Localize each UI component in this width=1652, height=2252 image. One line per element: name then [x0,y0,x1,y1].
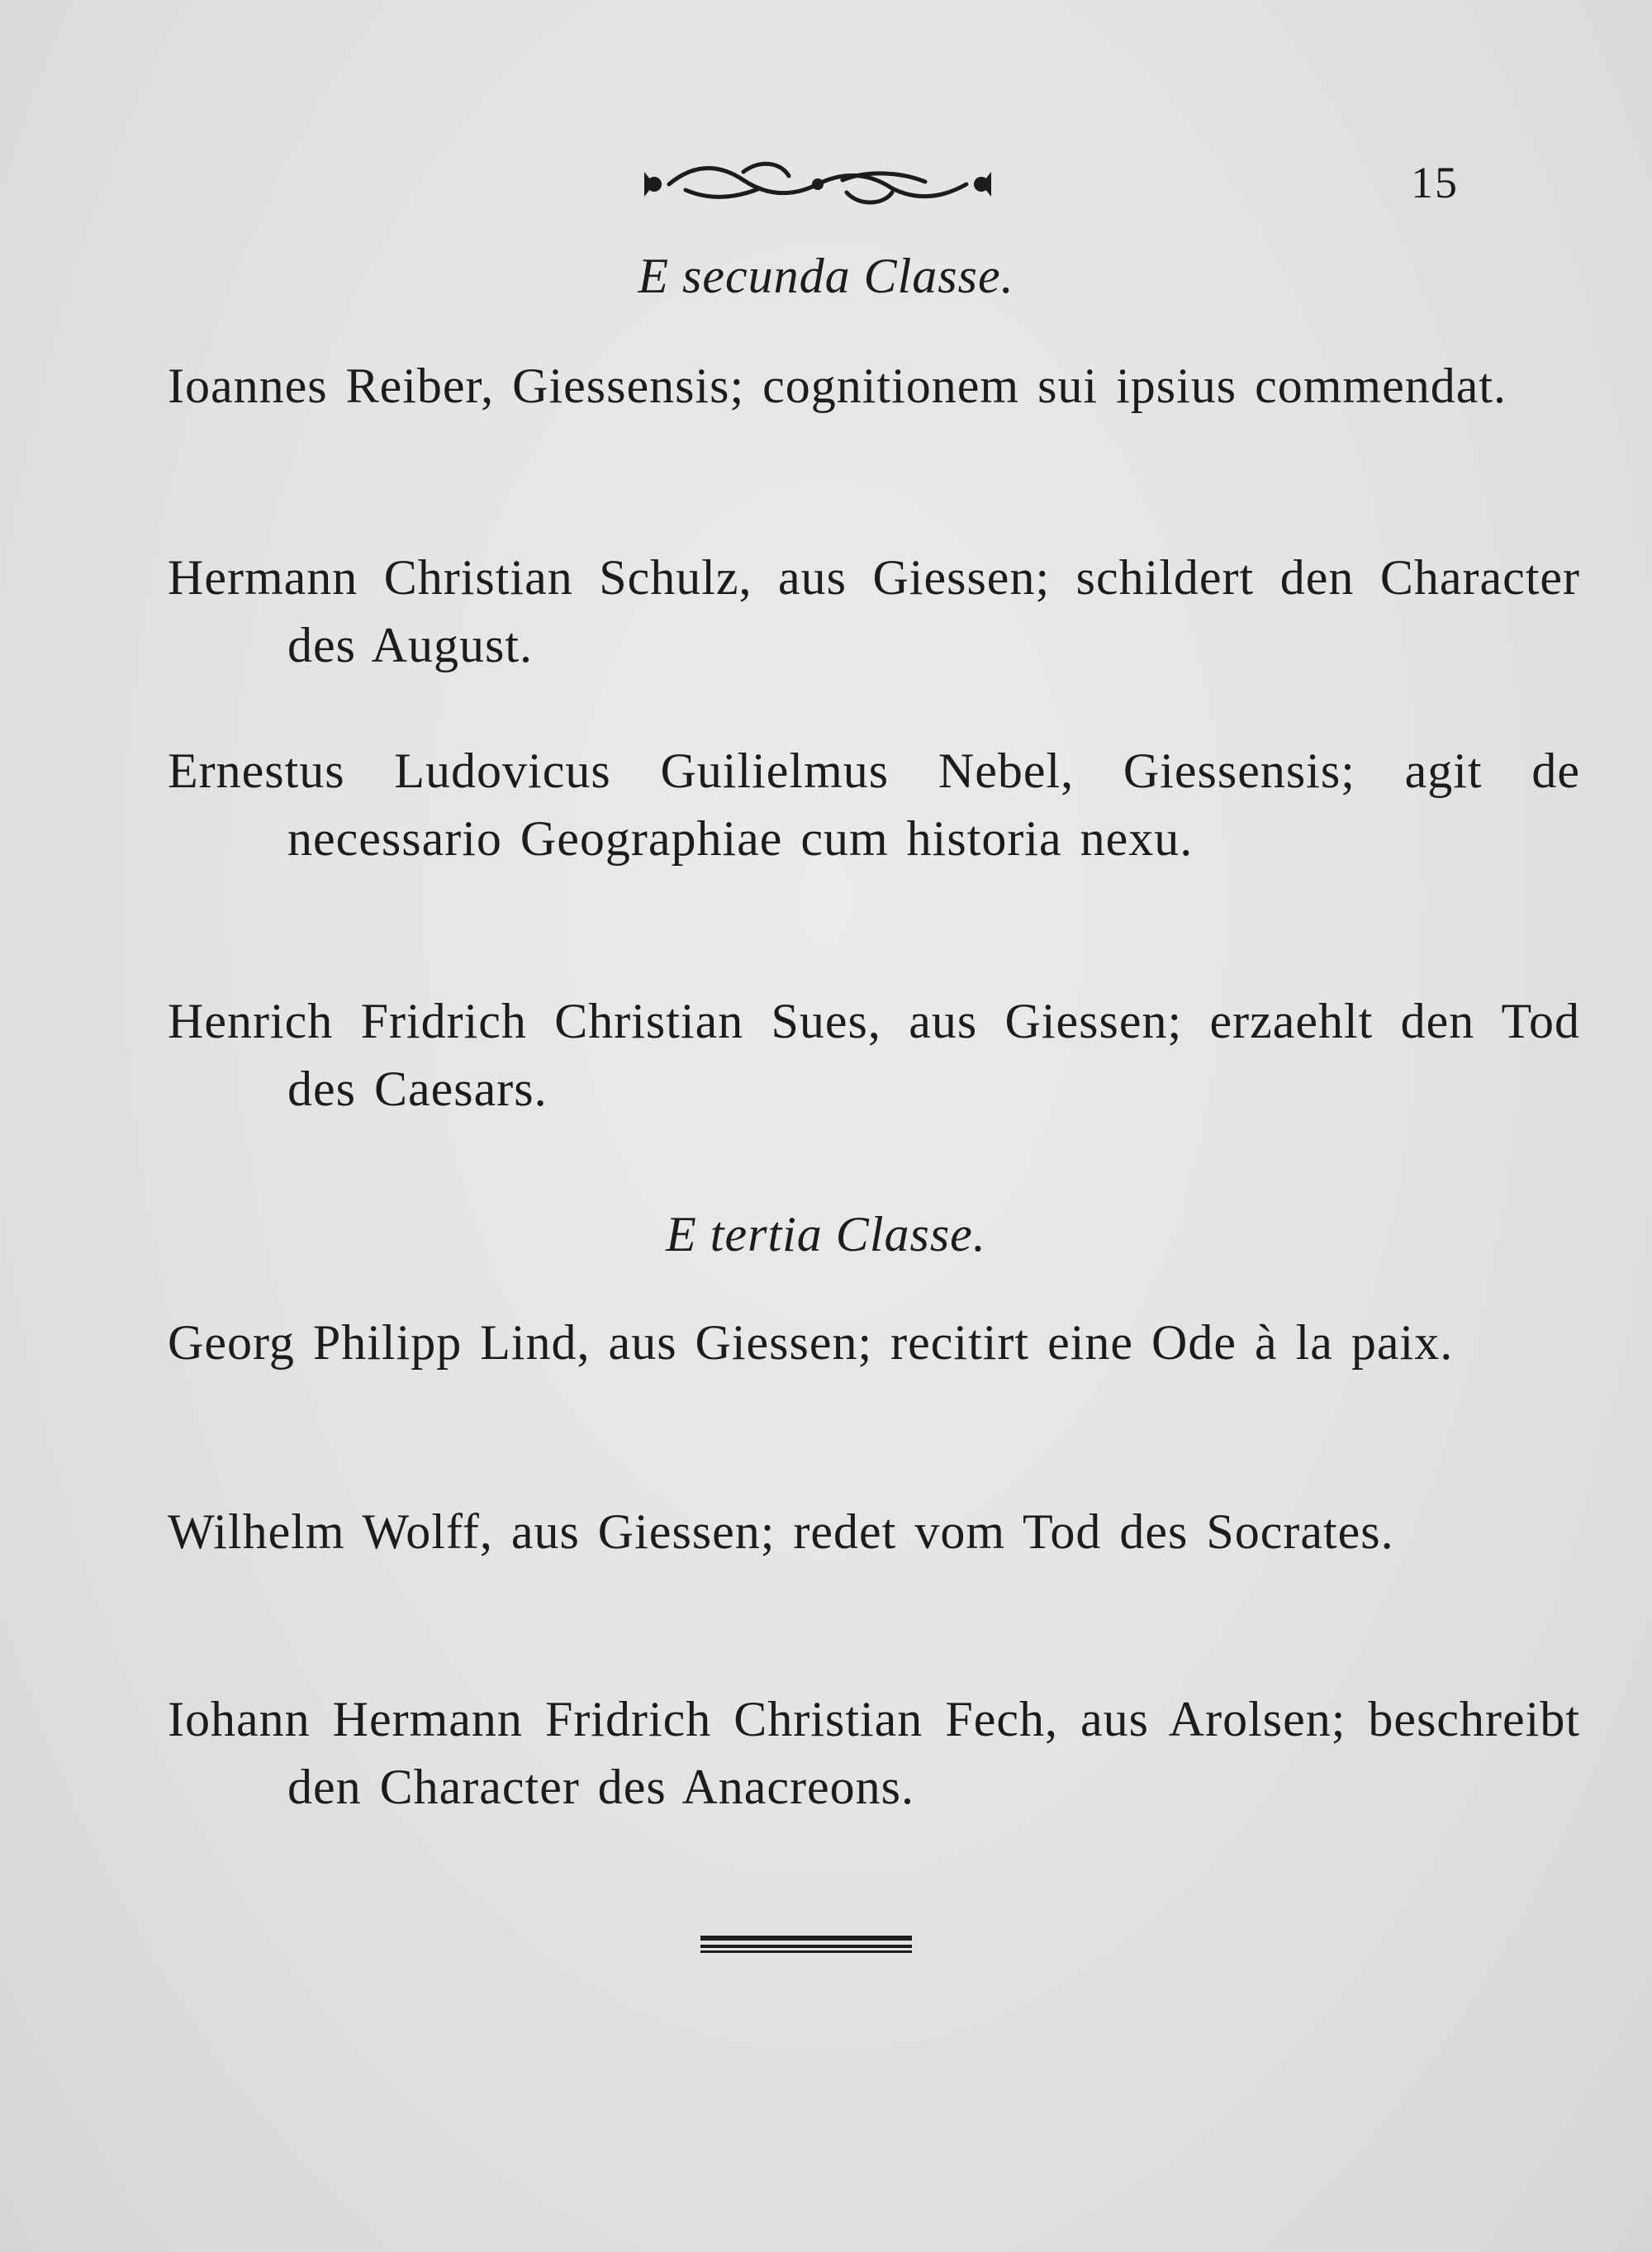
list-item: Ioannes Reiber, Giessensis; cognitionem sui ipsius commendat. [168,359,1507,413]
page-number: 15 [1411,158,1459,207]
list-item: Henrich Fridrich Christian Sues, aus Giessen; erzaehlt den Tod des Caesars. [168,994,1580,1116]
list-item: Ernestus Ludovicus Guilielmus Nebel, Giessensis; agit de necessario Geographiae cum historia nexu. [168,744,1580,866]
section-heading-tertia: E tertia Classe. [666,1207,986,1261]
closing-rule-divider [700,1936,912,1954]
decorative-headpiece-ornament [636,147,999,221]
list-item: Iohann Hermann Fridrich Christian Fech, aus Arolsen; beschreibt den Character des Anacreons. [168,1692,1580,1814]
list-item: Georg Philipp Lind, aus Giessen; recitirt eine Ode à la paix. [168,1315,1454,1370]
list-item: Hermann Christian Schulz, aus Giessen; schildert den Character des August. [168,550,1580,672]
list-item: Wilhelm Wolff, aus Giessen; redet vom Tod des Socrates. [168,1504,1394,1559]
section-heading-secunda: E secunda Classe. [638,249,1014,303]
